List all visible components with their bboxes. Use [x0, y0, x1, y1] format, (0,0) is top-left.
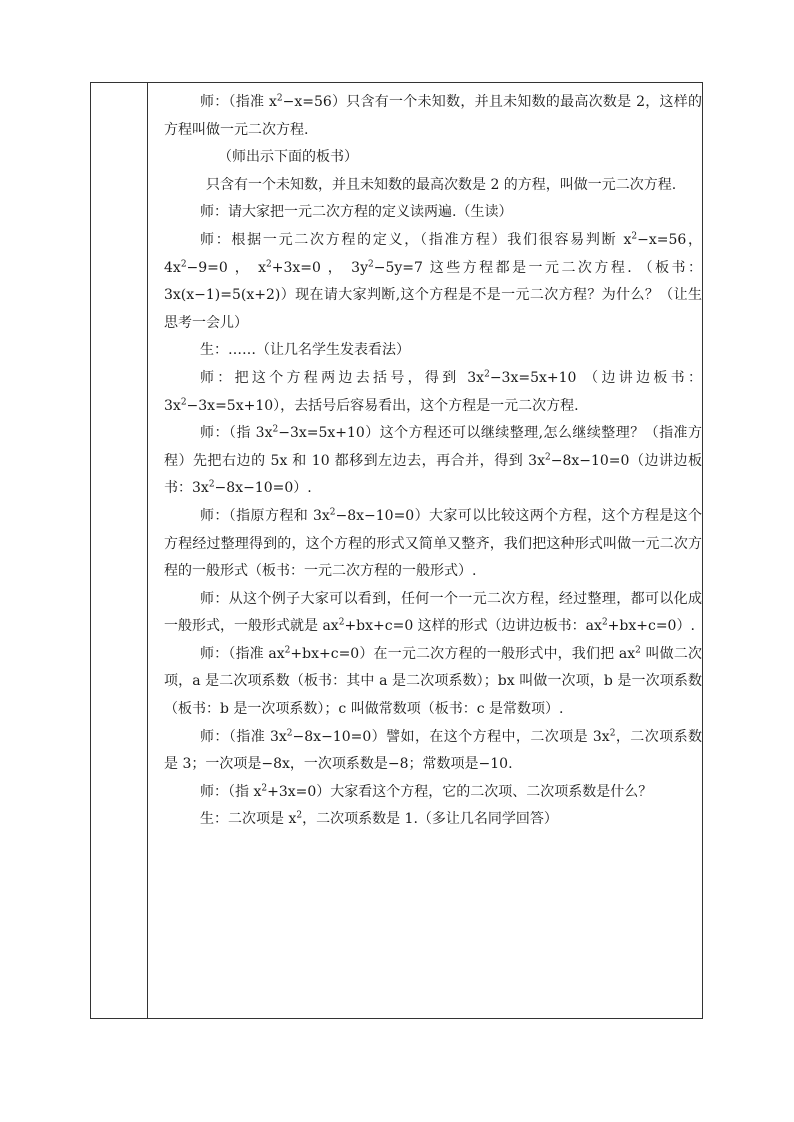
- paragraph-13: 师：（指 $x^2+3x=0$）大家看这个方程，它的二次项、二次项系数是什么？: [200, 783, 653, 800]
- paragraph-6: 生：……（让几名学生发表看法）: [200, 342, 410, 359]
- paragraph-9: 师：（指原方程和 $3x^2-8x-10=0$）大家可以比较这两个方程，这个方程是这个方程经过整理得到的，这个方程的形式又简单又整齐，我们把这种形式叫做一元二次方程的一般形式（板书：一元二次方程的一般形式）.: [164, 507, 702, 580]
- lesson-table: [90, 82, 703, 1019]
- paragraph-7: 师：把这个方程两边去括号，得到 $3x^2-3x=5x+10$ （边讲边板书：$3x^2-3x=5x+10$），去括号后容易看出，这个方程是一元二次方程.: [164, 369, 702, 414]
- paragraph-14: 生：二次项是 $x^2$，二次项系数是 1.（多让几名同学回答）: [200, 810, 558, 828]
- paragraph-2: （师出示下面的板书）: [218, 149, 358, 166]
- paragraph-5: 师：根据一元二次方程的定义，（指准方程）我们很容易判断 $x^2-x=56$，$4x^2-9=0$ ， $x^2+3x=0$ ， $3y^2-5y=7$ 这些方程都是一元二次方程. （板书：3x(x−1)=5(x+2)）现在请大家判断,这个方程是不是一元二次方程？为什么？（让生思考一会儿）: [164, 231, 702, 331]
- lesson-content: [164, 89, 702, 834]
- paragraph-4: 师：请大家把一元二次方程的定义读两遍.（生读）: [200, 204, 513, 221]
- paragraph-10: 师：从这个例子大家可以看到，任何一个一元二次方程，经过整理，都可以化成一般形式，一般形式就是 $ax^2+bx+c=0$ 这样的形式（边讲边板书：$ax^2+bx+c=0$）.: [164, 590, 702, 635]
- paragraph-11: 师：（指准 $ax^2+bx+c=0$）在一元二次方程的一般形式中，我们把 $ax^2$ 叫做二次项，a 是二次项系数（板书：其中 a 是二次项系数）；bx 叫做一次项，b 是一次项系数（板书：b 是一次项系数）；c 叫做常数项（板书：c 是常数项）.: [164, 645, 702, 718]
- paragraph-1: 师：（指准 $x^2-x=56$）只含有一个未知数，并且未知数的最高次数是 2，这样的方程叫做一元二次方程.: [164, 93, 702, 138]
- paragraph-8: 师：（指 $3x^2-3x=5x+10$）这个方程还可以继续整理,怎么继续整理？（指准方程）先把右边的 5x 和 10 都移到左边去，再合并，得到 $3x^2-8x-10=0$（边讲边板书：$3x^2-8x-10=0$）.: [164, 424, 702, 497]
- paragraph-12: 师：（指准 $3x^2-8x-10=0$）譬如，在这个方程中，二次项是 $3x^2$，二次项系数是 3；一次项是−8x，一次项系数是−8；常数项是−10.: [164, 728, 702, 773]
- paragraph-3: 只含有一个未知数，并且未知数的最高次数是 2 的方程，叫做一元二次方程.: [206, 176, 677, 193]
- column-divider: [147, 83, 148, 1018]
